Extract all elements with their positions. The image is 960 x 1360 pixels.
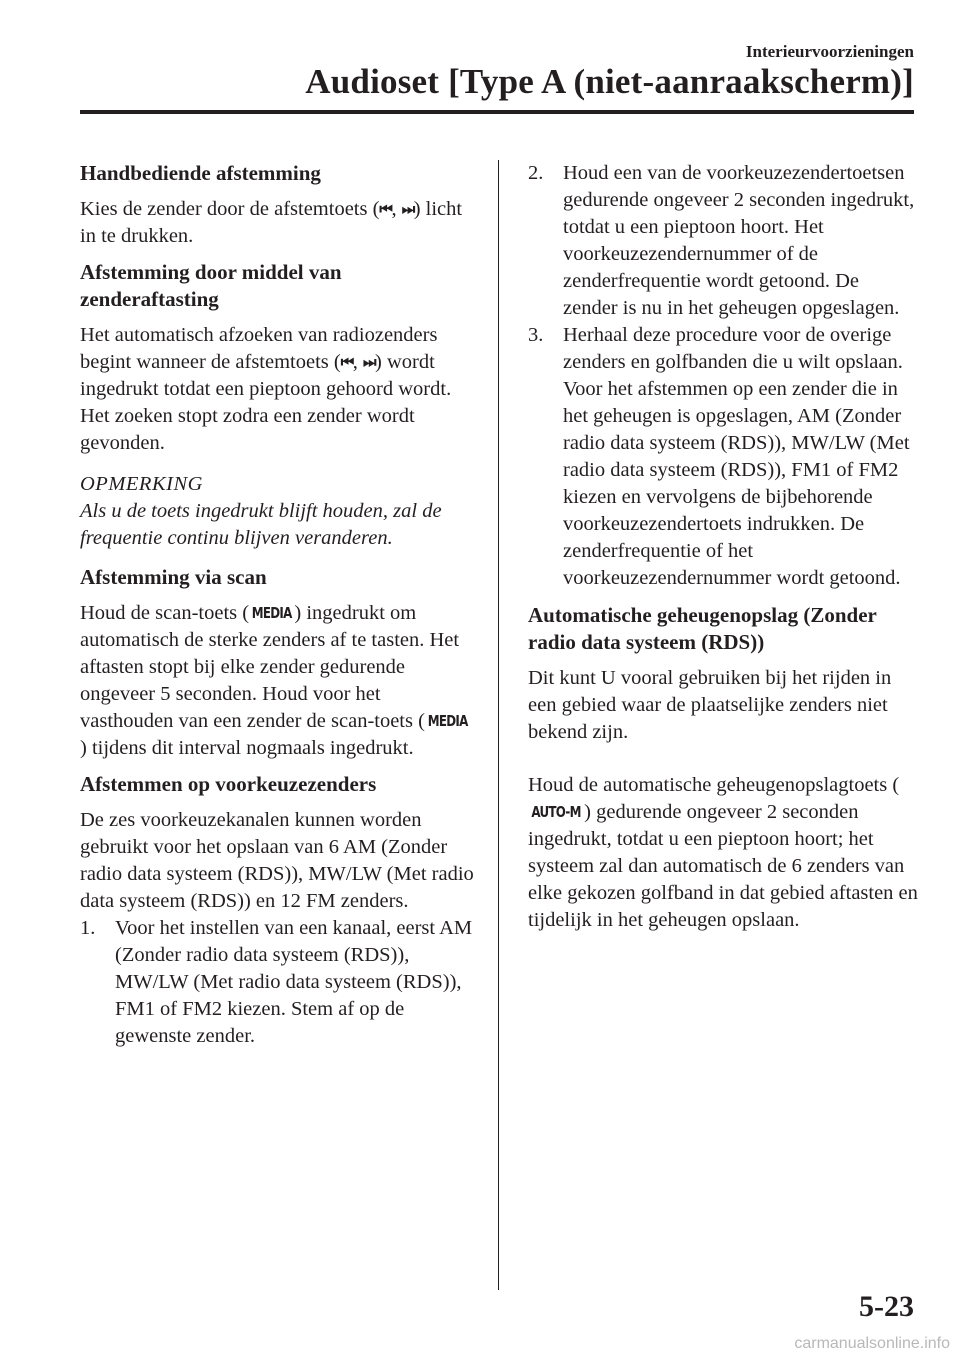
step-text: Voor het instellen van een kanaal, eerst AM (Zonder radio data systeem (RDS)), MW/LW (Met radio data systeem (RDS)), FM1 of FM2 kiezen. Stem af op de gewenste zender. <box>115 917 473 1047</box>
step-text: Herhaal deze procedure voor de overige zenders en golfbanden die u wilt opslaan. Voor het afstemmen op een zender die in het geheugen is opgeslagen, AM (Zonder radio data systeem (RDS)), MW/LW (Met radio data systeem (RDS)), FM1 of FM2 kiezen en vervolgens de bijbehorende voorkeuzezendertoets indrukken. De zenderfrequentie of het voorkeuzezendernummer wordt getoond. <box>563 324 910 589</box>
note-title: OPMERKING <box>80 473 203 495</box>
watermark: carmanualsonline.info <box>794 1335 950 1352</box>
text-fragment: Houd de scan-toets ( <box>80 602 250 624</box>
heading-auto-memory: Automatische geheugenopslag (Zonder radio data systeem (RDS)) <box>528 603 877 654</box>
track-previous-icon: ⏮ <box>340 353 353 371</box>
step-number: 3. <box>528 324 544 346</box>
list-item <box>528 322 918 592</box>
heading-preset-tuning: Afstemmen op voorkeuzezenders <box>80 772 377 796</box>
column-divider <box>498 160 499 1290</box>
spacer <box>528 755 918 772</box>
text-fragment: ) wordt ingedrukt totdat een pieptoon gehoord wordt. Het zoeken stopt zodra een zender wordt gevonden. <box>80 351 452 454</box>
heading-seek-tuning: Afstemming door middel van zenderaftasting <box>80 260 342 311</box>
right-column <box>528 160 918 943</box>
paragraph-scan-tuning <box>80 600 475 762</box>
list-item <box>528 160 918 322</box>
media-button-icon: MEDIA <box>427 712 468 730</box>
heading-manual-tuning: Handbediende afstemming <box>80 161 321 185</box>
paragraph-manual-tuning: Kies de zender door de afstemtoets (⏮, ⏭) licht in te drukken. <box>80 198 463 247</box>
track-previous-icon: ⏮ <box>379 200 392 218</box>
text-fragment: ) licht in te drukken. <box>80 198 463 247</box>
paragraph-seek-tuning: Het automatisch afzoeken van radiozenders begint wanneer de afstemtoets (⏮, ⏭) wordt ingedrukt totdat een pieptoon gehoord wordt. Het zoeken stopt zodra een zender wordt gevonden. <box>80 324 452 454</box>
text-fragment: Houd de automatische geheugenopslagtoets ( <box>528 774 900 796</box>
list-item <box>80 915 475 1050</box>
left-column <box>80 160 475 1060</box>
paragraph-auto-memory-instructions <box>528 772 918 934</box>
preset-steps-list <box>80 915 475 1050</box>
track-next-icon: ⏭ <box>401 200 414 218</box>
track-next-icon: ⏭ <box>362 353 375 371</box>
text-fragment: Kies de zender door de afstemtoets ( <box>80 198 380 220</box>
text-fragment: Het automatisch afzoeken van radiozenders begint wanneer de afstemtoets ( <box>80 324 438 373</box>
text-fragment: ) tijdens dit interval nogmaals ingedrukt. <box>80 737 414 759</box>
paragraph-preset-tuning: De zes voorkeuzekanalen kunnen worden gebruikt voor het opslaan van 6 AM (Zonder radio data systeem (RDS)), MW/LW (Met radio data systeem (RDS)) en 12 FM zenders. <box>80 809 474 912</box>
section-title: Interieurvoorzieningen <box>745 42 914 61</box>
preset-steps-list-continued <box>528 160 918 592</box>
media-button-icon: MEDIA <box>251 604 292 622</box>
text-fragment: ) gedurende ongeveer 2 seconden ingedrukt, totdat u een pieptoon hoort; het systeem zal dan automatisch de 6 zenders van elke gekozen golfband in dat gebied aftasten en tijdelijk in het geheugen opslaan. <box>528 801 918 931</box>
text-fragment: ) ingedrukt om automatisch de sterke zenders af te tasten. Het aftasten stopt bij elke zender gedurende ongeveer 5 seconden. Houd voor het vasthouden van een zender de scan-toets ( <box>80 602 460 732</box>
step-number: 2. <box>528 162 544 184</box>
paragraph-auto-memory-intro: Dit kunt U vooral gebruiken bij het rijden in een gebied waar de plaatselijke zenders niet bekend zijn. <box>528 667 892 743</box>
step-text: Houd een van de voorkeuzezendertoetsen gedurende ongeveer 2 seconden ingedrukt, totdat u een pieptoon hoort. Het voorkeuzezendernummer of de zenderfrequentie wordt getoond. De zender is nu in het geheugen opgeslagen. <box>563 162 915 319</box>
step-number: 1. <box>80 917 96 939</box>
auto-m-button-icon: AUTO-M <box>531 803 581 821</box>
page-number: 5-23 <box>859 1290 914 1323</box>
heading-scan-tuning: Afstemming via scan <box>80 565 267 589</box>
note-body: Als u de toets ingedrukt blijft houden, zal de frequentie continu blijven veranderen. <box>80 500 442 549</box>
header-divider <box>80 110 914 114</box>
page-title: Audioset [Type A (niet-aanraakscherm)] <box>305 62 914 101</box>
